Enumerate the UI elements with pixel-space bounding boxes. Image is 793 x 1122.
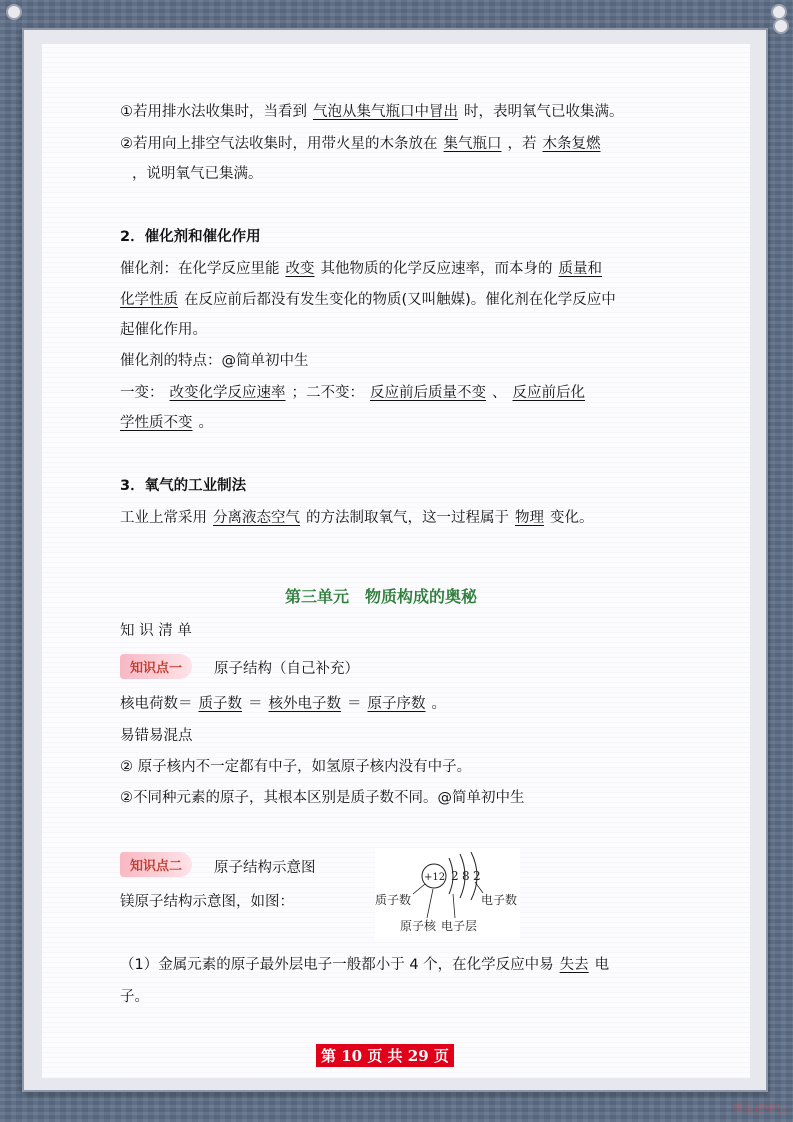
pin-left <box>6 4 22 20</box>
line-1: ①若用排水法收集时，当看到 气泡从集气瓶口中冒出 时，表明氧气已收集满。 <box>120 104 624 120</box>
line-3: ，说明氧气已集满。 <box>132 166 263 182</box>
line-7: 催化剂的特点：@简单初中生 <box>120 353 309 369</box>
line-5: 化学性质 在反应前后都没有发生变化的物质(又叫触媒)。催化剂在化学反应中 <box>120 292 616 308</box>
equation-line: 核电荷数＝ 质子数 ＝ 核外电子数 ＝ 原子序数 。 <box>120 696 446 712</box>
tip-1: ② 原子核内不一定都有中子，如氢原子核内没有中子。 <box>120 759 472 775</box>
shell-3-electrons: 2 <box>473 869 481 883</box>
line-9: 学性质不变 。 <box>120 415 213 431</box>
pointer-nucleus <box>427 889 433 918</box>
line-2: ②若用向上排空气法收集时，用带火星的木条放在 集气瓶口 ，若 木条复燃 <box>120 136 601 152</box>
point-1-title: 原子结构（自己补充） <box>214 661 359 677</box>
shell-1-electrons: 2 <box>451 869 459 883</box>
heading-industrial: 3．氧气的工业制法 <box>120 478 247 494</box>
diagram-desc: 镁原子结构示意图，如图： <box>120 894 294 910</box>
page-number: 第 10 页 共 29 页 <box>316 1044 454 1067</box>
shell-2-electrons: 8 <box>462 869 470 883</box>
unit-title: 第三单元 物质构成的奥秘 <box>285 587 478 606</box>
pointer-protons <box>413 884 425 894</box>
checklist-label: 知 识 清 单 <box>120 623 192 639</box>
tip-title: 易错易混点 <box>120 728 193 744</box>
tip-2: ②不同种元素的原子，其根本区别是质子数不同。@简单初中生 <box>120 790 525 806</box>
badge-point-2: 知识点二 <box>120 852 192 877</box>
label-shell: 电子层 <box>441 919 478 933</box>
badge-point-1: 知识点一 <box>120 654 192 679</box>
question-1-cont: 子。 <box>120 989 149 1005</box>
label-nucleus: 原子核 <box>400 919 437 933</box>
heading-catalyst: 2．催化剂和催化作用 <box>120 229 261 245</box>
point-2-title: 原子结构示意图 <box>214 860 316 876</box>
label-protons: 质子数 <box>375 893 412 907</box>
pointer-electrons <box>475 882 483 893</box>
mg-atom-diagram <box>375 848 520 940</box>
pointer-shell <box>453 894 455 918</box>
line-10: 工业上常采用 分离液态空气 的方法制取氧气，这一过程属于 物理 变化。 <box>120 510 594 526</box>
watermark: 简单初中生 <box>732 1102 787 1115</box>
label-electrons: 电子数 <box>481 893 518 907</box>
question-1: （1）金属元素的原子最外层电子一般都小于 4 个，在化学反应中易 失去 电 <box>120 957 610 973</box>
line-4: 催化剂：在化学反应里能 改变 其他物质的化学反应速率，而本身的 质量和 <box>120 261 602 277</box>
line-8: 一变： 改变化学反应速率 ；二不变： 反应前后质量不变 、 反应前后化 <box>120 385 585 401</box>
nucleus-charge: +12 <box>424 872 446 883</box>
pin-right-2 <box>773 18 789 34</box>
line-6: 起催化作用。 <box>120 322 207 338</box>
